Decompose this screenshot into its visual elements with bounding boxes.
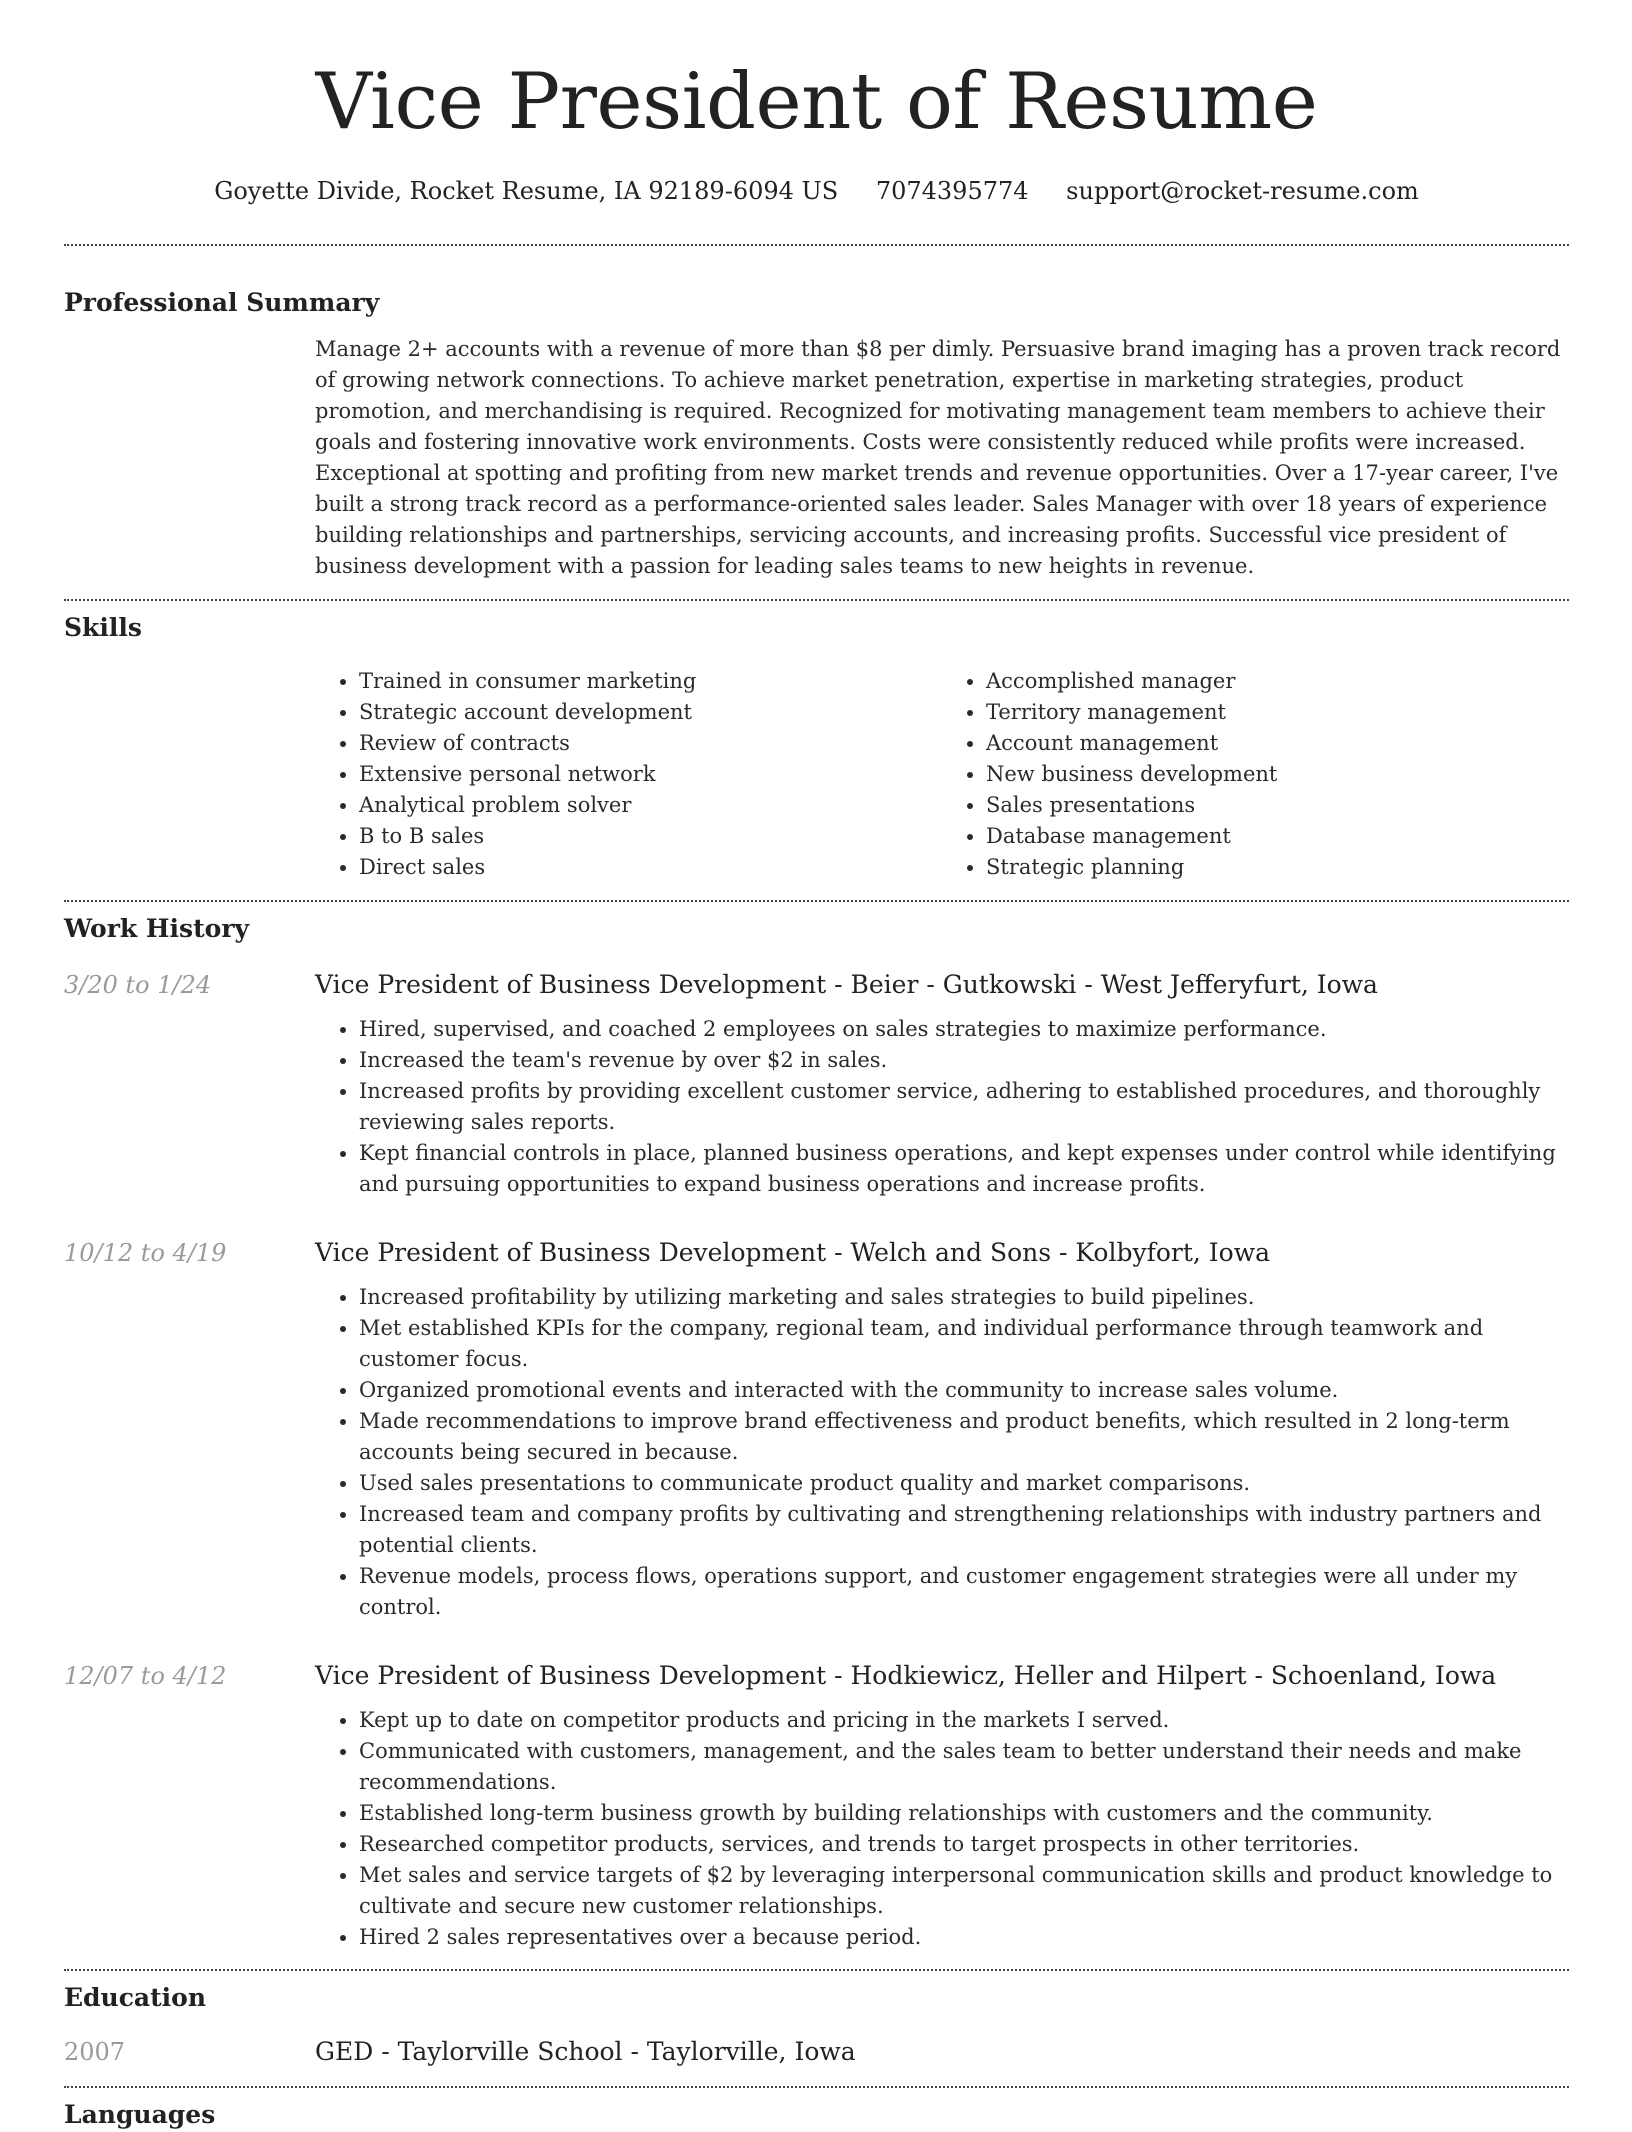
divider [64, 2086, 1569, 2088]
job-bullets [315, 1705, 1569, 1953]
job-title: Vice President of Business Development - Beier - Gutkowski - West Jefferyfurt, Iowa [315, 970, 1378, 999]
contact-phone: 7074395774 [875, 177, 1029, 205]
job-dates: 12/07 to 4/12 [64, 1662, 227, 1690]
job-bullet: • Communicated with customers, management, and the sales team to better understand their needs and make recommendations. [359, 1736, 1569, 1798]
contact-address: Goyette Divide, Rocket Resume, IA 92189-6094 US [214, 177, 839, 205]
job-title: Vice President of Business Development - Hodkiewicz, Heller and Hilpert - Schoenland, Iowa [315, 1661, 1497, 1690]
job-bullets [315, 1282, 1569, 1623]
skill-item: • Database management [986, 821, 1569, 852]
summary-section [64, 334, 1569, 582]
job-bullet: • Increased team and company profits by cultivating and strengthening relationships with industry partners and potential clients. [359, 1499, 1569, 1561]
job-bullet: • Met established KPIs for the company, regional team, and individual performance through teamwork and customer focus. [359, 1313, 1569, 1375]
education-entry [64, 2035, 1569, 2069]
divider [64, 1969, 1569, 1971]
job-bullet: • Hired 2 sales representatives over a because period. [359, 1922, 1569, 1953]
job-bullet: • Increased profitability by utilizing marketing and sales strategies to build pipelines. [359, 1282, 1569, 1313]
education-year: 2007 [64, 2038, 126, 2066]
skill-item: • Trained in consumer marketing [359, 666, 942, 697]
skills-list-right [942, 666, 1569, 883]
skill-item: • Analytical problem solver [359, 790, 942, 821]
job-bullet: • Revenue models, process flows, operations support, and customer engagement strategies were all under my control. [359, 1561, 1569, 1623]
job-dates: 10/12 to 4/19 [64, 1239, 227, 1267]
resume-name: Vice President of Resume [315, 57, 1318, 147]
skills-list-left [315, 666, 942, 883]
job-bullet: • Increased profits by providing excellent customer service, adhering to established procedures, and thoroughly reviewing sales reports. [359, 1076, 1569, 1138]
skill-item: • Strategic planning [986, 852, 1569, 883]
section-title-summary: Professional Summary [64, 288, 380, 317]
summary-text: Manage 2+ accounts with a revenue of more than $8 per dimly. Persuasive brand imaging has a proven track record of growing network connections. To achieve market penetration, expertise in marketing strategies, product promotion, and merchandising is required. Recognized for motivating management team members to achieve their goals and fostering innovative work environments. Costs were consistently reduced while profits were increased. Exceptional at spotting and profiting from new market trends and revenue opportunities. Over a 17-year career, I've built a strong track record as a performance-oriented sales leader. Sales Manager with over 18 years of experience building relationships and partnerships, servicing accounts, and increasing profits. Successful vice president of business development with a passion for leading sales teams to new heights in revenue. [315, 337, 1561, 578]
divider [64, 599, 1569, 601]
contact-email: support@rocket-resume.com [1066, 177, 1419, 205]
job-bullet: • Met sales and service targets of $2 by leveraging interpersonal communication skills and product knowledge to cultivate and secure new customer relationships. [359, 1860, 1569, 1922]
education-detail: GED - Taylorville School - Taylorville, Iowa [315, 2037, 856, 2066]
section-title-education: Education [64, 1983, 207, 2012]
section-title-skills: Skills [64, 613, 142, 642]
job-bullet: • Researched competitor products, services, and trends to target prospects in other territories. [359, 1829, 1569, 1860]
skill-item: • Extensive personal network [359, 759, 942, 790]
divider [64, 900, 1569, 902]
job-bullet: • Made recommendations to improve brand effectiveness and product benefits, which resulted in 2 long-term accounts being secured in because. [359, 1406, 1569, 1468]
skill-item: • Direct sales [359, 852, 942, 883]
skill-item: • Territory management [986, 697, 1569, 728]
job-dates: 3/20 to 1/24 [64, 971, 212, 999]
job-bullet: • Used sales presentations to communicate product quality and market comparisons. [359, 1468, 1569, 1499]
skill-item: • Sales presentations [986, 790, 1569, 821]
skill-item: • B to B sales [359, 821, 942, 852]
job-bullets [315, 1014, 1569, 1200]
section-title-work: Work History [64, 914, 250, 943]
skill-item: • Review of contracts [359, 728, 942, 759]
skill-item: • Account management [986, 728, 1569, 759]
divider [64, 244, 1569, 246]
section-title-languages: Languages [64, 2100, 216, 2129]
job-bullet: • Established long-term business growth by building relationships with customers and the community. [359, 1798, 1569, 1829]
job-bullet: • Hired, supervised, and coached 2 employees on sales strategies to maximize performance. [359, 1014, 1569, 1045]
job-bullet: • Kept financial controls in place, planned business operations, and kept expenses under control while identifying and pursuing opportunities to expand business operations and increase profits. [359, 1138, 1569, 1200]
job-bullet: • Increased the team's revenue by over $2 in sales. [359, 1045, 1569, 1076]
job-entry [64, 968, 1569, 1200]
skill-item: • New business development [986, 759, 1569, 790]
job-entry [64, 1236, 1569, 1623]
job-bullet: • Kept up to date on competitor products and pricing in the markets I served. [359, 1705, 1569, 1736]
contact-line [64, 174, 1569, 208]
resume-page [64, 0, 1569, 2132]
job-bullet: • Organized promotional events and interacted with the community to increase sales volume. [359, 1375, 1569, 1406]
skill-item: • Accomplished manager [986, 666, 1569, 697]
skill-item: • Strategic account development [359, 697, 942, 728]
skills-section [64, 666, 1569, 883]
job-entry [64, 1659, 1569, 1953]
job-title: Vice President of Business Development - Welch and Sons - Kolbyfort, Iowa [315, 1238, 1270, 1267]
